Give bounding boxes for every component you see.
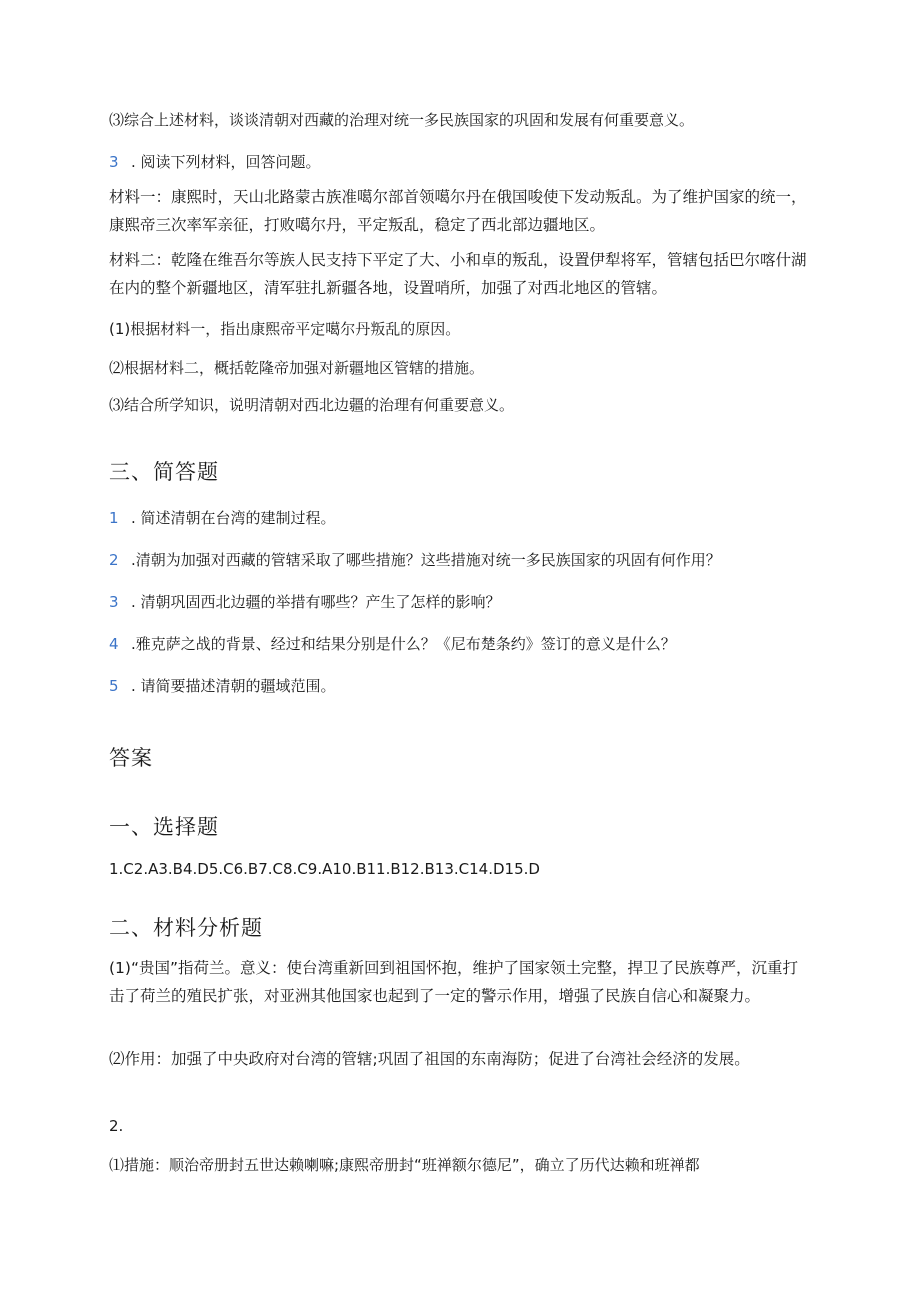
answers-heading: 答案 [109, 746, 153, 770]
list-item [109, 675, 810, 697]
answers-section-1-heading: 一、选择题 [109, 815, 219, 839]
answer-1-sub-2: ⑵作用：加强了中央政府对台湾的管辖;巩固了祖国的东南海防；促进了台湾社会经济的发展。 [109, 1050, 750, 1068]
answers-section-2-heading: 二、材料分析题 [109, 916, 263, 940]
question-number: 3 [109, 593, 119, 611]
answer-2-label: 2. [109, 1117, 124, 1135]
question-number: 5 [109, 677, 119, 695]
question-2-sub-3: ⑶综合上述材料，谈谈清朝对西藏的治理对统一多民族国家的巩固和发展有何重要意义。 [109, 111, 695, 129]
question-number: 3 [109, 153, 119, 171]
material-2: 材料二：乾隆在维吾尔等族人民支持下平定了大、小和卓的叛乱，设置伊犁将军，管辖包括巴尔喀什湖在内的整个新疆地区，清军驻扎新疆各地，设置哨所，加强了对西北地区的管辖。 [109, 251, 807, 297]
material-1: 材料一：康熙时，天山北路蒙古族准噶尔部首领噶尔丹在俄国唆使下发动叛乱。为了维护国家的统一，康熙帝三次率军亲征，打败噶尔丹，平定叛乱，稳定了西北部边疆地区。 [109, 188, 807, 234]
answers-choice-key: 1.C2.A3.B4.D5.C6.B7.C8.C9.A10.B11.B12.B13.C14.D15.D [109, 860, 540, 878]
question-text: . 请简要描述清朝的疆域范围。 [131, 677, 336, 695]
answer-1-sub-1: (1)“贵国”指荷兰。意义：使台湾重新回到祖国怀抱，维护了国家领土完整，捍卫了民族尊严，沉重打击了荷兰的殖民扩张，对亚洲其他国家也起到了一定的警示作用，增强了民族自信心和凝聚力。 [109, 959, 799, 1005]
question-text: . 清朝巩固西北边疆的举措有哪些？产生了怎样的影响？ [131, 593, 501, 611]
list-item [109, 633, 810, 655]
section-3-heading: 三、简答题 [109, 460, 219, 484]
question-number: 1 [109, 509, 119, 527]
question-3-sub-2: ⑵根据材料二，概括乾隆帝加强对新疆地区管辖的措施。 [109, 359, 485, 377]
question-3-title [109, 151, 810, 173]
question-number: 4 [109, 635, 119, 653]
question-number: 2 [109, 551, 119, 569]
list-item [109, 591, 810, 613]
answer-2-sub-1: ⑴措施：顺治帝册封五世达赖喇嘛;康熙帝册封“班禅额尔德尼”，确立了历代达赖和班禅都 [109, 1156, 700, 1174]
question-text: .雅克萨之战的背景、经过和结果分别是什么？《尼布楚条约》签订的意义是什么？ [131, 635, 676, 653]
question-text: . 阅读下列材料，回答问题。 [131, 153, 321, 171]
question-3-sub-1: (1)根据材料一，指出康熙帝平定噶尔丹叛乱的原因。 [109, 320, 461, 338]
list-item [109, 507, 810, 529]
question-3-sub-3: ⑶结合所学知识，说明清朝对西北边疆的治理有何重要意义。 [109, 396, 515, 414]
question-text: .清朝为加强对西藏的管辖采取了哪些措施？这些措施对统一多民族国家的巩固有何作用？ [131, 551, 721, 569]
list-item [109, 549, 810, 571]
question-text: . 简述清朝在台湾的建制过程。 [131, 509, 336, 527]
